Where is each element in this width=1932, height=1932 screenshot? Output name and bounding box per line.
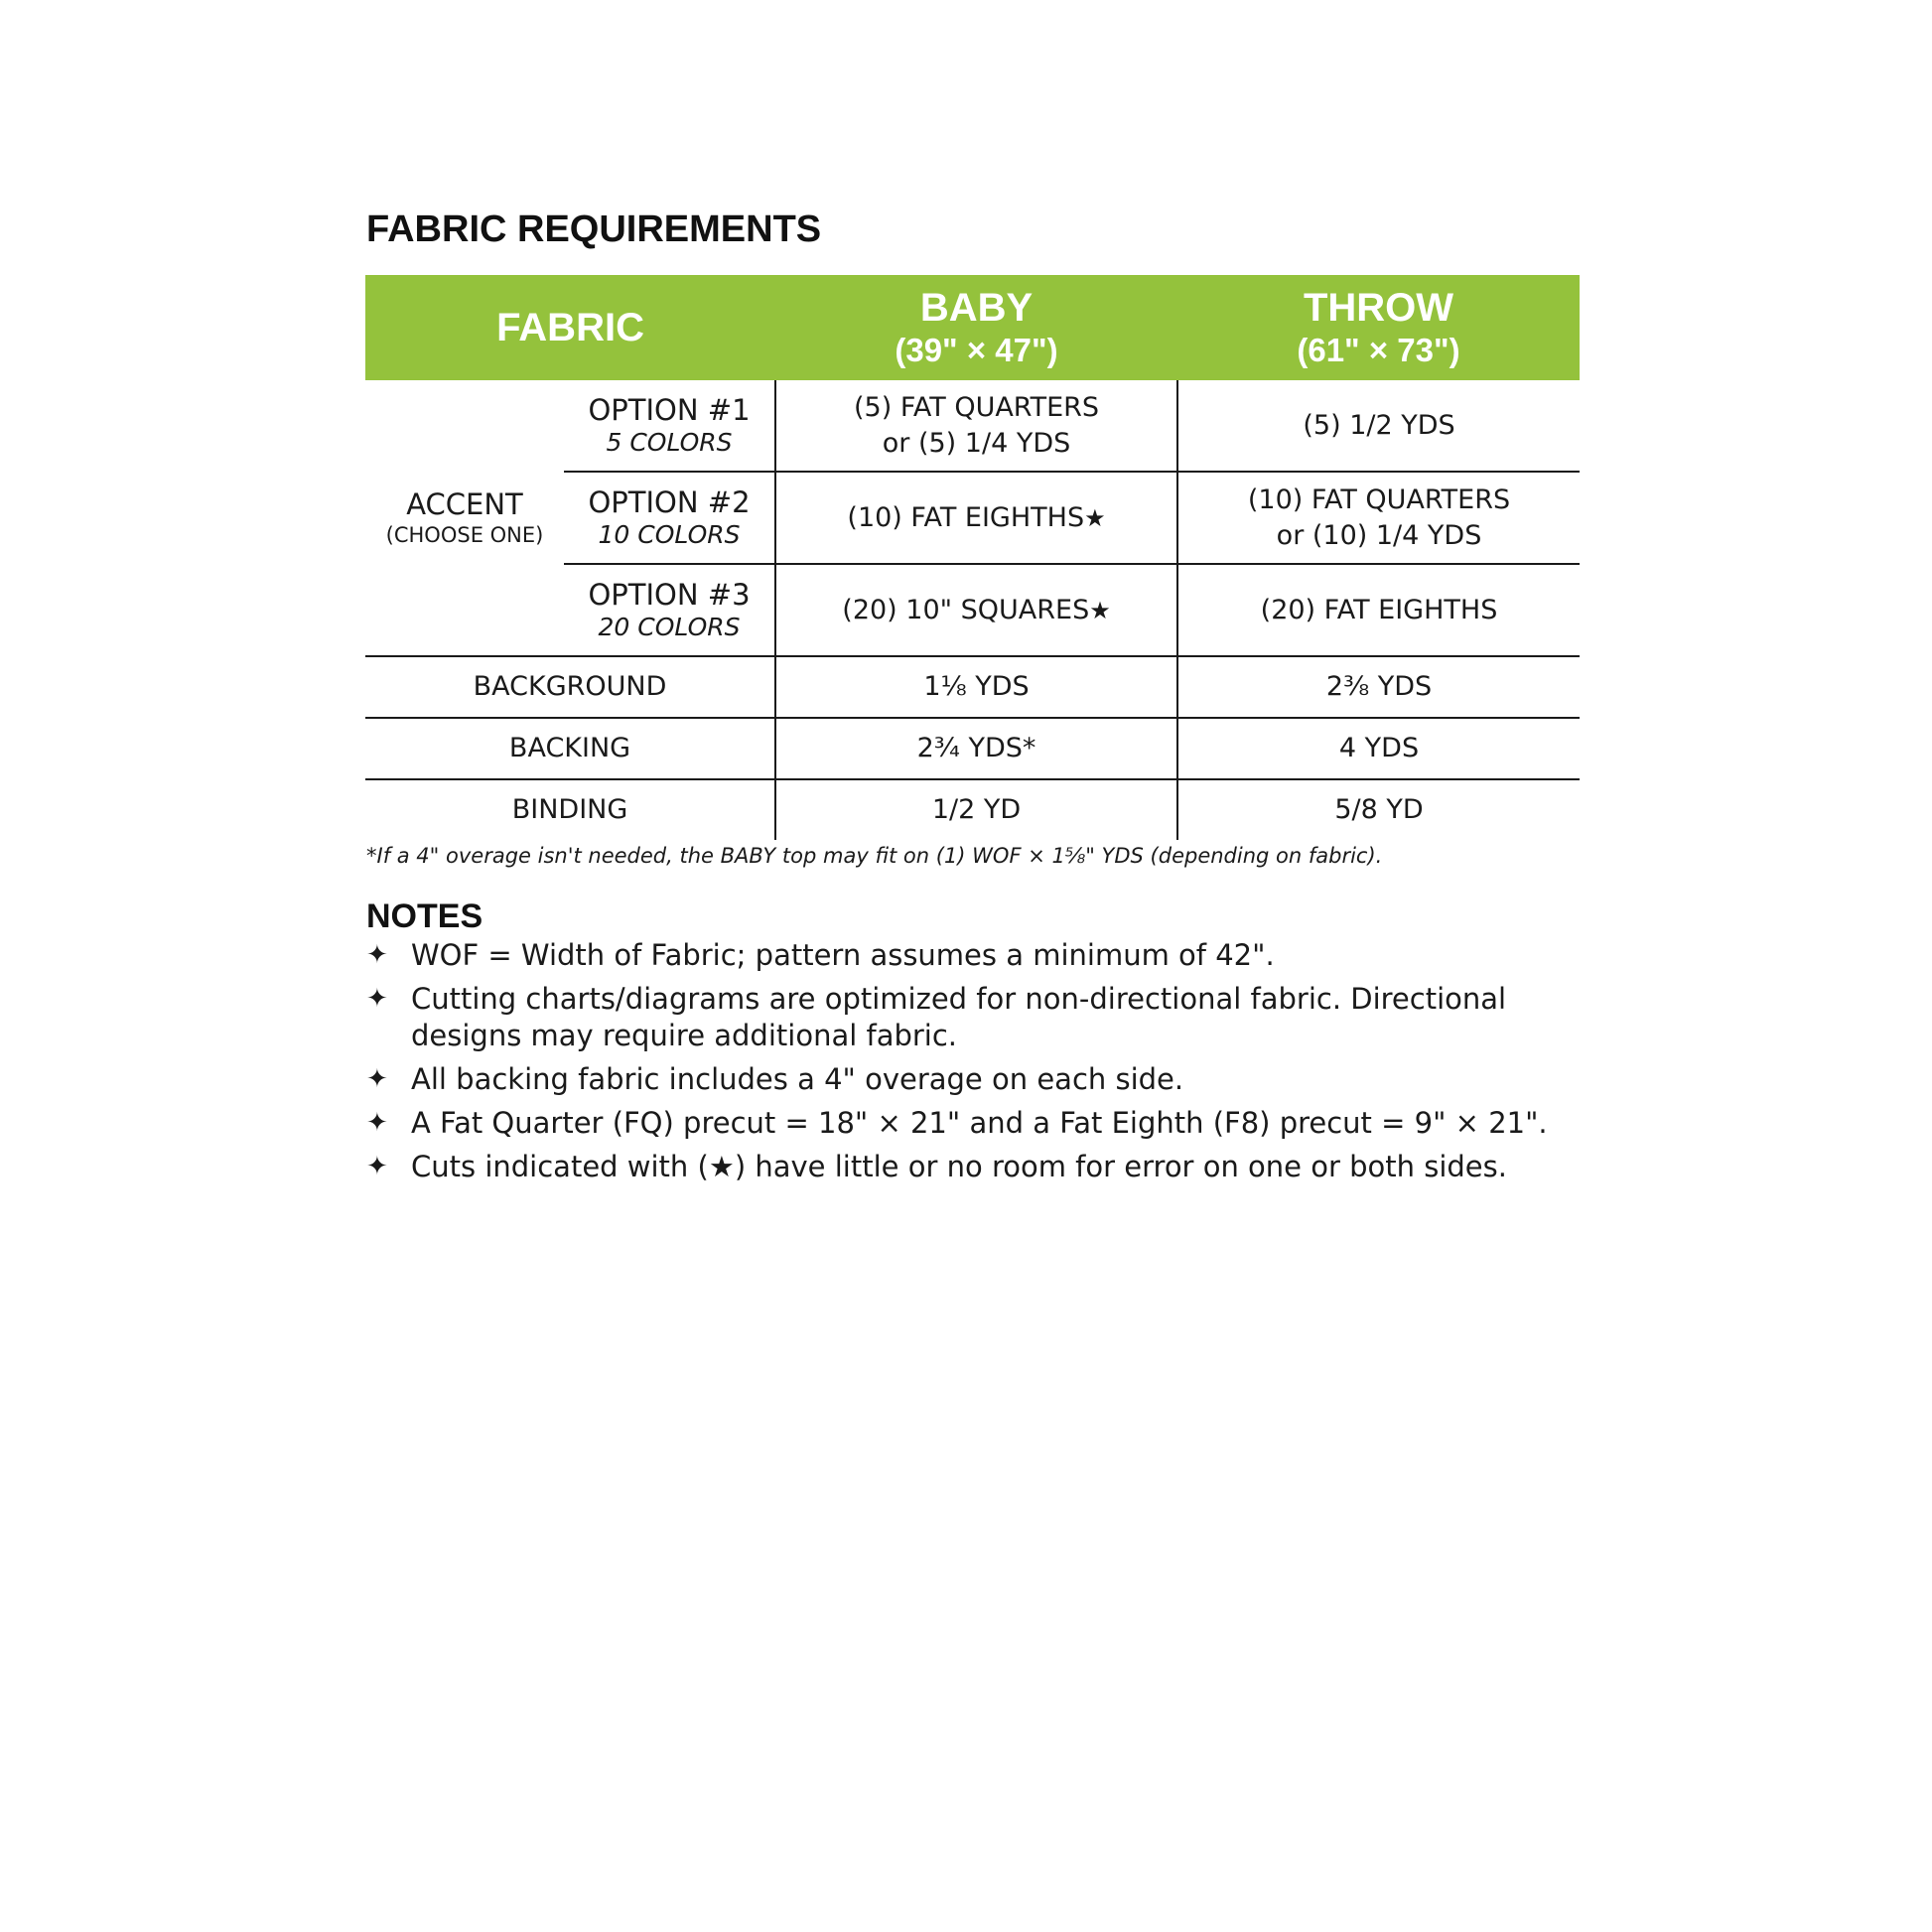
row-baby: 1⅛ YDS: [775, 656, 1177, 718]
throw-line-2: or (10) 1/4 YDS: [1276, 519, 1482, 551]
note-text: WOF = Width of Fabric; pattern assumes a minimum of 42".: [411, 938, 1275, 972]
table-row: [365, 718, 1580, 779]
option-1-cell: [564, 380, 775, 472]
table-row: [365, 779, 1580, 840]
list-item: [366, 981, 1597, 1054]
star-icon: ★: [1089, 596, 1111, 624]
row-throw: 5/8 YD: [1334, 794, 1424, 825]
option-label: OPTION #2: [588, 484, 751, 519]
option-3-baby: [775, 564, 1177, 656]
star-icon: ★: [1084, 503, 1106, 532]
header-throw: [1177, 275, 1580, 380]
header-baby: [775, 275, 1177, 380]
footnote: *If a 4" overage isn't needed, the BABY top may fit on (1) WOF × 1⅝" YDS (depending on fabric).: [366, 844, 1383, 868]
sparkle-bullet-icon: ✦: [366, 1064, 388, 1094]
table-row: [365, 380, 1580, 472]
option-1-baby: [775, 380, 1177, 472]
table-header-row: [365, 275, 1580, 380]
throw-line-1: (5) 1/2 YDS: [1303, 409, 1455, 441]
option-colors: 10 COLORS: [598, 519, 741, 549]
throw-line-1: (20) FAT EIGHTHS: [1260, 594, 1498, 625]
row-fabric: BINDING: [365, 779, 775, 840]
sparkle-bullet-icon: ✦: [366, 940, 388, 970]
option-3-cell: [564, 564, 775, 656]
option-2-throw: [1177, 472, 1580, 564]
header-baby-size: (39" × 47"): [895, 332, 1058, 368]
header-throw-size: (61" × 73"): [1297, 332, 1460, 368]
baby-line-1: (10) FAT EIGHTHS: [847, 501, 1085, 533]
row-baby: 2¾ YDS*: [775, 718, 1177, 779]
option-label: OPTION #1: [588, 392, 751, 427]
baby-line-1: (5) FAT QUARTERS: [853, 391, 1100, 423]
option-colors: 20 COLORS: [598, 612, 741, 641]
row-throw: 2⅜ YDS: [1177, 656, 1580, 718]
page-title: FABRIC REQUIREMENTS: [366, 208, 822, 250]
fabric-requirements-table: [365, 275, 1580, 840]
option-2-baby: [775, 472, 1177, 564]
header-fabric: [365, 275, 775, 380]
accent-cell: [365, 380, 564, 656]
option-label: OPTION #3: [588, 577, 751, 612]
header-throw-label: THROW: [1303, 286, 1454, 330]
header-fabric-label: FABRIC: [496, 306, 644, 349]
list-item: [366, 937, 1597, 974]
row-throw: 4 YDS: [1177, 718, 1580, 779]
table-row: [365, 656, 1580, 718]
option-3-throw: [1177, 564, 1580, 656]
sparkle-bullet-icon: ✦: [366, 1108, 388, 1138]
row-fabric: BACKGROUND: [365, 656, 775, 718]
notes-list: [366, 937, 1597, 1192]
throw-line-1: (10) FAT QUARTERS: [1247, 483, 1511, 515]
accent-sub: (CHOOSE ONE): [385, 522, 544, 547]
baby-line-1: (20) 10" SQUARES: [842, 594, 1090, 625]
note-text: All backing fabric includes a 4" overage on each side.: [411, 1062, 1184, 1096]
row-fabric: BACKING: [365, 718, 775, 779]
list-item: [366, 1105, 1597, 1142]
header-baby-label: BABY: [919, 286, 1034, 330]
list-item: [366, 1061, 1597, 1098]
sparkle-bullet-icon: ✦: [366, 984, 388, 1014]
note-text: A Fat Quarter (FQ) precut = 18" × 21" and a Fat Eighth (F8) precut = 9" × 21".: [411, 1106, 1548, 1140]
option-1-throw: [1177, 380, 1580, 472]
note-text: Cuts indicated with (★) have little or no room for error on one or both sides.: [411, 1150, 1507, 1183]
notes-title: NOTES: [366, 897, 483, 935]
note-text: Cutting charts/diagrams are optimized for non-directional fabric. Directional designs may require additional fabric.: [411, 982, 1507, 1052]
accent-label: ACCENT: [406, 486, 523, 521]
option-colors: 5 COLORS: [606, 427, 733, 457]
sparkle-bullet-icon: ✦: [366, 1152, 388, 1181]
list-item: [366, 1149, 1597, 1185]
option-2-cell: [564, 472, 775, 564]
baby-line-2: or (5) 1/4 YDS: [882, 427, 1071, 459]
row-baby: 1/2 YD: [775, 779, 1177, 840]
